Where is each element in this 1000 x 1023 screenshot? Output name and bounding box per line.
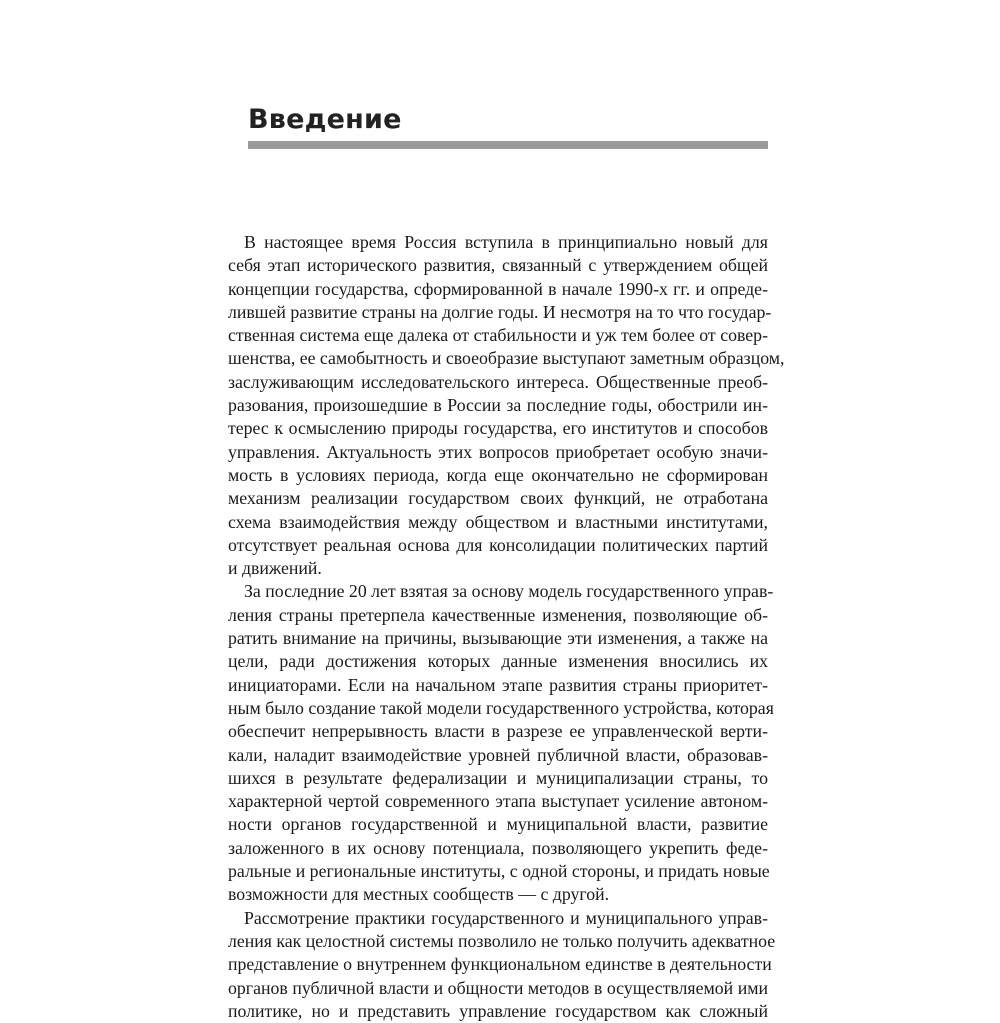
text-line: заложенного в их основу потенциала, позволяющего укрепить феде- bbox=[228, 837, 768, 858]
text-line: схема взаимодействия между обществом и властными институтами, bbox=[228, 511, 768, 532]
text-line: В настоящее время Россия вступила в принципиально новый для bbox=[244, 232, 768, 252]
text-line: За последние 20 лет взятая за основу модель государственного управ- bbox=[244, 581, 774, 602]
text-line: ления страны претерпела качественные изменения, позволяющие об- bbox=[228, 604, 768, 625]
text-line: отсутствует реальная основа для консолидации политических партий bbox=[228, 534, 768, 555]
text-line: инициаторами. Если на начальном этапе развития страны приоритет- bbox=[228, 674, 768, 695]
text-line: механизм реализации государством своих функций, не отработана bbox=[228, 488, 768, 509]
chapter-title: Введение bbox=[248, 104, 402, 135]
text-line: шенства, ее самобытность и своеобразие выступают заметным образцом, bbox=[228, 348, 785, 369]
text-line: ления как целостной системы позволило не только получить адекватное bbox=[228, 930, 776, 951]
body-text bbox=[228, 231, 785, 1023]
text-line: ратить внимание на причины, вызывающие эти изменения, а также на bbox=[228, 628, 768, 649]
text-line: органов публичной власти и общности методов в осуществляемой ими bbox=[228, 977, 768, 998]
paragraph-3 bbox=[228, 907, 776, 1023]
text-line: представление о внутреннем функциональном единстве в деятельности bbox=[228, 954, 772, 975]
text-line: Рассмотрение практики государственного и муниципального управ- bbox=[244, 907, 768, 928]
text-line: управления. Актуальность этих вопросов приобретает особую значи- bbox=[228, 441, 768, 462]
text-line: разования, произошедшие в России за последние годы, обострили ин- bbox=[228, 395, 768, 416]
text-line: обеспечит непрерывность власти в разрезе ее управленческой верти- bbox=[228, 721, 768, 742]
text-line: цели, ради достижения которых данные изменения вносились их bbox=[228, 651, 768, 672]
text-line: шихся в результате федерализации и муниципализации страны, то bbox=[228, 767, 768, 788]
text-line: ральные и региональные институты, с одной стороны, и придать новые bbox=[228, 861, 770, 882]
text-line: себя этап исторического развития, связанный с утверждением общей bbox=[228, 255, 768, 276]
text-line: и движений. bbox=[228, 558, 322, 579]
text-line: ственная система еще далека от стабильности и уж тем более от совер- bbox=[228, 325, 768, 346]
text-line: ности органов государственной и муниципальной власти, развитие bbox=[228, 814, 768, 835]
title-underline-rule bbox=[248, 141, 768, 149]
text-line: характерной чертой современного этапа выступает усиление автоном- bbox=[228, 791, 768, 812]
text-line: кали, наладит взаимодействие уровней публичной власти, образовав- bbox=[228, 744, 768, 765]
text-line: мость в условиях периода, когда еще окончательно не сформирован bbox=[228, 464, 768, 485]
text-line: ным было создание такой модели государственного устройства, которая bbox=[228, 697, 774, 718]
text-line: концепции государства, сформированной в начале 1990-х гг. и опреде- bbox=[228, 278, 768, 299]
text-line: лившей развитие страны на долгие годы. И несмотря на то что государ- bbox=[228, 301, 772, 322]
text-line: возможности для местных сообществ — с другой. bbox=[228, 884, 610, 905]
text-line: заслуживающим исследовательского интереса. Общественные преоб- bbox=[228, 371, 768, 392]
text-line: терес к осмыслению природы государства, его институтов и способов bbox=[228, 418, 768, 439]
paragraph-1 bbox=[228, 231, 785, 580]
paragraph-2 bbox=[228, 580, 774, 906]
text-line: политике, но и представить управление государством как сложный bbox=[228, 1000, 768, 1021]
